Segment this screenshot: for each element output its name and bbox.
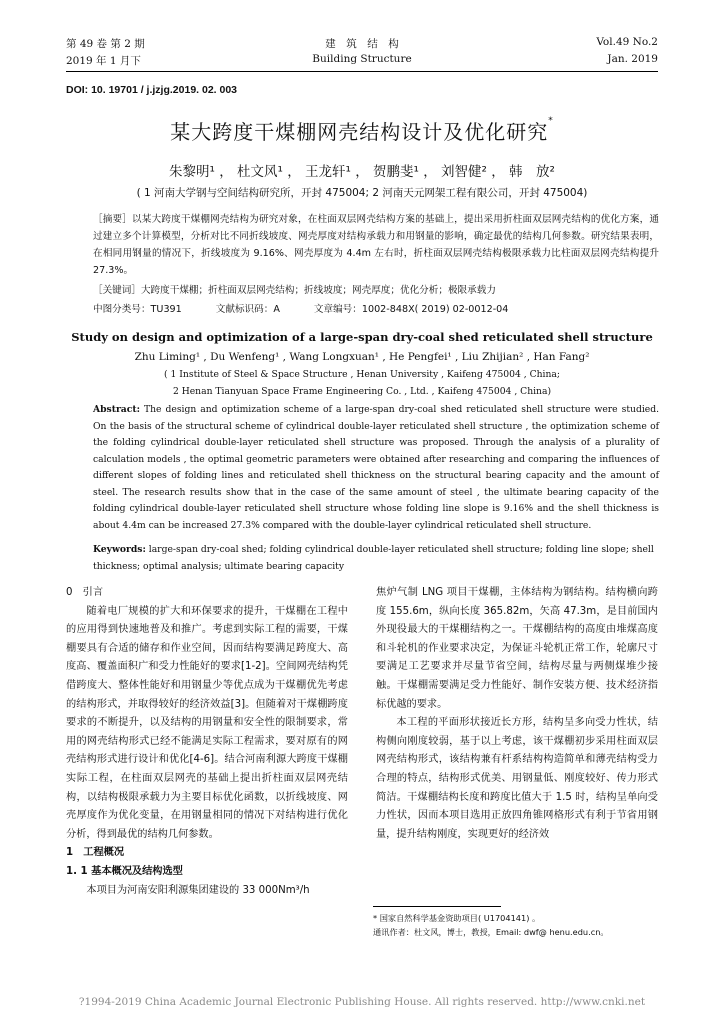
journal-month: Jan. 2019 (607, 53, 658, 65)
authors-cn: 朱黎明¹ ， 杜文风¹ ， 王龙轩¹ ， 贺鹏斐¹ ， 刘智健² ， 韩 放² (169, 164, 555, 180)
section-1-heading: 1 工程概况 (66, 847, 125, 859)
footnote-rule (373, 906, 501, 907)
document-code: 文献标识码：A (215, 304, 280, 315)
section-0-heading: 0 引言 (66, 587, 104, 598)
keywords-en-label: Keywords: (93, 544, 146, 555)
doi: DOI: 10. 19701 / j.jzjg.2019. 02. 003 (66, 84, 238, 96)
journal-name-cn: 建 筑 结 构 (325, 38, 399, 50)
affiliation-en-1: ( 1 Institute of Steel & Space Structure , Henan University , Kaifeng 475004 , China; (164, 369, 560, 380)
footnotes (373, 911, 658, 939)
classification-row (93, 301, 508, 315)
journal-volume: 第 49 卷 第 2 期 (66, 38, 145, 50)
keywords-en-text: large-span dry-coal shed; folding cylindrical double-layer reticulated shell structure; folding line slope; shell thickness; optimal analysis; ultimate bearing capacity (93, 544, 654, 572)
clc-number: 中图分类号：TU391 (93, 304, 182, 315)
structure-selection-paragraph: 本工程的平面形状接近长方形，结构呈多向受力性状，结构侧向刚度较弱，基于以上考虑，该干煤棚初步采用柱面双层网壳结构形式，该结构兼有杆系结构构造简单和薄壳结构受力合理的特点，结构形式优美、用钢量低、刚度较好、传力形式简洁。干煤棚结构长度和跨度比值大于 1.5 时，结构呈单向受力性状，因而本项目选用正放四角锥网格形式有利于节省用钢量，提升结构刚度，实现更好的经济效 (376, 717, 658, 840)
article-title-en: Study on design and optimization of a large-span dry-coal shed reticulated shell structure (71, 330, 653, 344)
affiliation-en-2: 2 Henan Tianyuan Space Frame Engineering Co. , Ltd. , Kaifeng 475004 , China) (172, 386, 552, 397)
abstract-cn (93, 211, 659, 279)
header-rule (66, 71, 658, 72)
article-number: 文章编号：1002-848X( 2019) 02-0012-04 (313, 304, 509, 315)
copyright-line: ?1994-2019 China Academic Journal Electronic Publishing House. All rights reserved. http://www.cnki.net (78, 996, 646, 1008)
project-paragraph-cont: 焦炉气制 LNG 项目干煤棚，主体结构为钢结构。结构横向跨度 155.6m，纵向长度 365.82m，矢高 47.3m，是目前国内外现役最大的干煤棚结构之一。干煤棚结构的高度由堆煤高度和斗轮机的作业要求决定，为保证斗轮机正常工作，轮廓尺寸要满足工艺要求并尽量节省空间，结构尽量与两侧煤堆少接触。干煤棚需要满足受力性能好、制作安装方便、技术经济指标优越的要求。 (376, 587, 658, 710)
keywords-cn-text: 大跨度干煤棚；折柱面双层网壳结构；折线坡度；网壳厚度；优化分析；极限承载力 (140, 285, 496, 296)
body-right-column (376, 584, 658, 844)
keywords-en (93, 541, 659, 575)
fund-footnote: * 国家自然科学基金资助项目( U1704141) 。 (373, 913, 541, 923)
project-paragraph: 本项目为河南安阳利源集团建设的 33 000Nm³/h (86, 884, 310, 896)
abstract-en-text: The design and optimization scheme of a large-span dry-coal shed reticulated shell structure were studied. On the basis of the structural scheme of cylindrical double-layer reticulated shell structure , the optimization scheme of the folding cylindrical double-layer reticulated shell structure was proposed. Through the analysis of a plurality of calculation models , the optimal geometric parameters were obtained after researching and comparing the influences of different slopes of folding lines and reticulated shell thickness on the structural bearing capacity and the amount of steel. The research results show that in the case of the same amount of steel , the ultimate bearing capacity of the folding cylindrical double-layer reticulated shell structure whose folding line slope is 9.16% and the shell thickness is about 4.4m can be increased 27.3% compared with the double-layer cylindrical reticulated shell structure. (93, 404, 659, 531)
author-footnote: 通讯作者：杜文风，博士，教授，Email: dwf@ henu.edu.cn。 (373, 927, 609, 937)
keywords-cn (93, 283, 659, 299)
abstract-cn-label: ［摘要］ (93, 214, 133, 225)
section-1-1-heading: 1. 1 基本概况及结构选型 (66, 865, 183, 877)
intro-paragraph: 随着电厂规模的扩大和环保要求的提升，干煤棚在工程中的应用得到快速地普及和推广。考虑到实际工程的需要，干煤棚要具有合适的储存和作业空间，因而结构要满足跨度大、高度高、覆盖面积广和受力性能好的要求[1-2]。空间网壳结构凭借跨度大、整体性能好和用钢量少等优点成为干煤棚优先考虑的结构形式，并取得较好的经济效益[3]。但随着对干煤棚跨度要求的不断提升，以及结构的用钢量和安全性的限制要求，常用的网壳结构形式已经不能满足实际工程需求，要对原有的网壳结构形式进行设计和优化[4-6]。结合河南利源大跨度干煤棚实际工程，在柱面双层网壳的基础上提出折柱面双层网壳结构，以结构极限承载力为主要目标优化函数，以折线坡度、网壳厚度作为优化变量，在用钢量相同的情况下对结构进行优化分析，得到最优的结构几何参数。 (66, 605, 348, 840)
journal-name-en: Building Structure (312, 53, 412, 65)
journal-vol-no: Vol.49 No.2 (596, 36, 658, 48)
abstract-en (93, 402, 659, 534)
body-left-column (66, 584, 348, 900)
keywords-cn-label: ［关键词］ (93, 285, 141, 296)
affiliations-cn: ( 1 河南大学钢与空间结构研究所，开封 475004; 2 河南天元网架工程有限公司，开封 475004) (136, 187, 588, 199)
abstract-en-label: Abstract: (93, 404, 140, 415)
journal-date: 2019 年 1 月下 (66, 55, 141, 67)
article-title-cn: 某大跨度干煤棚网壳结构设计及优化研究* (170, 116, 554, 144)
title-footnote-mark: * (548, 116, 554, 126)
authors-en: Zhu Liming¹ , Du Wenfeng¹ , Wang Longxuan¹ , He Pengfei¹ , Liu Zhijian² , Han Fang² (134, 351, 590, 363)
abstract-cn-text: 以某大跨度干煤棚网壳结构为研究对象，在柱面双层网壳结构方案的基础上，提出采用折柱面双层网壳结构的优化方案，通过建立多个计算模型，分析对比不同折线坡度、网壳厚度对结构承载力和用钢量的影响，确定最优的结构几何参数。研究结果表明，在相同用钢量的情况下，折线坡度为 9.16%、网壳厚度为 4.4m 左右时，折柱面双层网壳结构极限承载力比柱面双层网壳结构提升 27.3%。 (93, 214, 659, 276)
